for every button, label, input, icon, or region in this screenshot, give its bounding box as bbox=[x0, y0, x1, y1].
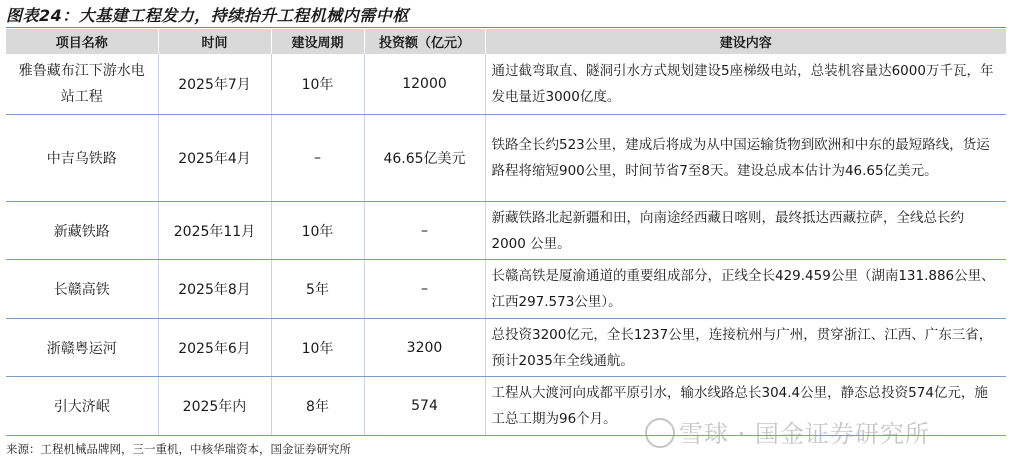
header-content: 建设内容 bbox=[485, 29, 1006, 54]
cell-investment: – bbox=[364, 260, 485, 319]
cell-content: 新藏铁路北起新疆和田，向南途经西藏日喀则，最终抵达西藏拉萨，全线总长约 2000 公里。 bbox=[485, 202, 1006, 260]
table-row bbox=[6, 115, 1006, 202]
cell-period: 10年 bbox=[271, 54, 364, 115]
cell-time: 2025年6月 bbox=[158, 319, 271, 377]
cell-investment: – bbox=[364, 202, 485, 260]
snowball-logo-icon bbox=[645, 418, 675, 448]
watermark bbox=[645, 414, 930, 450]
cell-content: 通过截弯取直、隧洞引水方式规划建设5座梯级电站，总装机容量达6000万千瓦，年发电量近3000亿度。 bbox=[485, 54, 1006, 115]
header-period: 建设周期 bbox=[271, 29, 364, 54]
figure-title: 图表24：大基建工程发力，持续抬升工程机械内需中枢 bbox=[6, 6, 409, 25]
cell-project-name: 中吉乌铁路 bbox=[6, 115, 158, 202]
cell-time: 2025年内 bbox=[158, 377, 271, 436]
cell-project-name: 引大济岷 bbox=[6, 377, 158, 436]
header-investment: 投资额（亿元） bbox=[364, 29, 485, 54]
cell-project-name: 长赣高铁 bbox=[6, 260, 158, 319]
title-rule bbox=[6, 27, 1006, 28]
cell-content: 铁路全长约523公里，建成后将成为从中国运输货物到欧洲和中东的最短路线，货运路程将缩短900公里，时间节省7至8天。建设总成本估计为46.65亿美元。 bbox=[485, 115, 1006, 202]
cell-project-name: 雅鲁藏布江下游水电站工程 bbox=[6, 54, 158, 115]
cell-period: 5年 bbox=[271, 260, 364, 319]
table-row bbox=[6, 54, 1006, 115]
cell-time: 2025年8月 bbox=[158, 260, 271, 319]
cell-project-name: 新藏铁路 bbox=[6, 202, 158, 260]
cell-investment: 3200 bbox=[364, 319, 485, 377]
cell-content: 工程从大渡河向成都平原引水，输水线路总长304.4公里，静态总投资574亿元，施工总工期为96个月。 bbox=[485, 377, 1006, 436]
watermark-text: 雪球 · 国金证券研究所 bbox=[679, 420, 930, 448]
source-note: 来源：工程机械品牌网，三一重机，中核华瑞资本，国金证券研究所 bbox=[6, 442, 351, 456]
table-header-row bbox=[6, 29, 1006, 54]
cell-investment: 46.65亿美元 bbox=[364, 115, 485, 202]
cell-project-name: 浙赣粤运河 bbox=[6, 319, 158, 377]
cell-content: 总投资3200亿元，全长1237公里，连接杭州与广州，贯穿浙江、江西、广东三省，预计2035年全线通航。 bbox=[485, 319, 1006, 377]
header-time: 时间 bbox=[158, 29, 271, 54]
cell-time: 2025年11月 bbox=[158, 202, 271, 260]
cell-investment: 12000 bbox=[364, 54, 485, 115]
table-row bbox=[6, 319, 1006, 377]
cell-time: 2025年4月 bbox=[158, 115, 271, 202]
cell-content: 长赣高铁是厦渝通道的重要组成部分，正线全长429.459公里（湖南131.886公里、江西297.573公里）。 bbox=[485, 260, 1006, 319]
header-project-name: 项目名称 bbox=[6, 29, 158, 54]
cell-period: 10年 bbox=[271, 202, 364, 260]
cell-investment: 574 bbox=[364, 377, 485, 436]
cell-period: 10年 bbox=[271, 319, 364, 377]
table-row bbox=[6, 202, 1006, 260]
table-row bbox=[6, 260, 1006, 319]
cell-period: 8年 bbox=[271, 377, 364, 436]
cell-time: 2025年7月 bbox=[158, 54, 271, 115]
projects-table bbox=[6, 29, 1006, 436]
cell-period: – bbox=[271, 115, 364, 202]
